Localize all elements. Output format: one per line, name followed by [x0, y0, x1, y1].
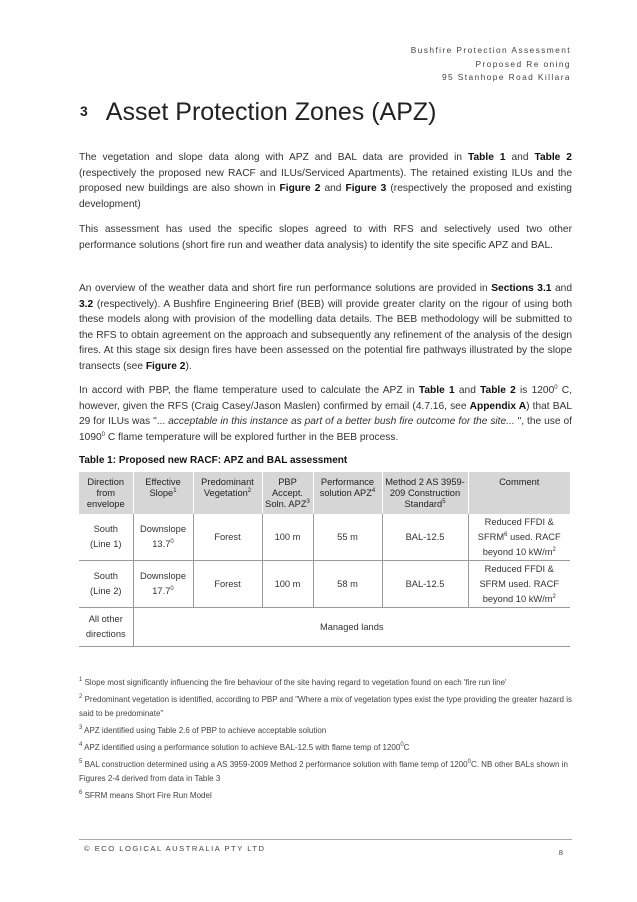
footnote-5	[79, 758, 574, 786]
footnote-6	[79, 789, 574, 803]
line-text: (Line 1)	[89, 539, 122, 549]
cell-slope	[133, 514, 193, 561]
paragraph-1	[79, 150, 572, 212]
comment-kw-sup: 2	[552, 546, 556, 553]
p4-quote: acceptable in this instance as part of a better bush fire outcome for the site...	[168, 416, 515, 428]
cell-bal: BAL-12.5	[382, 514, 468, 561]
p4-text-g: ", the use of 1090	[79, 416, 572, 443]
comment-racf: used. RACF	[507, 531, 561, 542]
comment-sfrm-sup: 6	[504, 531, 508, 538]
slope-degree-sign: 0	[170, 586, 174, 592]
footnote-5-end: C. NB other BALs shown in Figures 2-4 derived from data in Table 3	[79, 760, 568, 783]
footer-company: © ECO LOGICAL AUSTRALIA PTY LTD	[84, 844, 266, 853]
p4-text-a: In accord with PBP, the flame temperature used to calculate the APZ in	[79, 385, 419, 396]
section-title-text: Asset Protection Zones (APZ)	[105, 98, 437, 126]
p4-degree-1: 0	[554, 385, 558, 391]
footnote-4-degree: 0	[400, 742, 404, 748]
header-pbp-apz	[262, 472, 313, 514]
header-veg-text: Predominant Vegetation	[201, 477, 254, 498]
p1-text-d: (respectively the proposed new RACF and ILUs/Serviced Apartments). The retained existing ILUs and the proposed new buildings are also shown in	[79, 167, 572, 195]
p1-ref-table2: Table 2	[534, 152, 572, 163]
header-comment: Comment	[468, 472, 570, 514]
paragraph-2: This assessment has used the specific slopes agreed to with RFS and selectively used two other performance solutions (short fire run and weather data analysis) to identify the site specific APZ and BAL.	[79, 224, 572, 251]
footer-divider	[79, 839, 572, 840]
comment-line-1: Reduced FFDI &	[484, 563, 554, 574]
comment-sfrm: SFRM	[477, 531, 505, 542]
p1-ref-table1: Table 1	[468, 152, 506, 163]
cell-vegetation: Forest	[193, 561, 262, 608]
footnote-4-num: 4	[79, 742, 83, 748]
paragraph-4	[79, 383, 572, 445]
footnote-4	[79, 741, 574, 755]
apz-bal-table	[79, 472, 570, 647]
cell-performance-apz: 58 m	[313, 561, 382, 608]
slope-value: 13.7	[152, 539, 171, 549]
section-number: 3	[80, 103, 88, 119]
header-perf-sup: 4	[371, 488, 376, 494]
p1-text-c: and	[505, 152, 535, 163]
p1-ref-figure2: Figure 2	[279, 183, 321, 195]
comment-line-3	[471, 592, 569, 607]
table-header-row	[79, 472, 570, 514]
p3-text-e: ).	[185, 360, 192, 372]
cell-slope	[133, 561, 193, 608]
cell-direction	[79, 514, 133, 561]
p4-text-f: ) that BAL 29 for ILUs was "...	[79, 400, 572, 428]
running-header	[411, 44, 571, 85]
footnote-2	[79, 693, 574, 721]
p1-text-e: and	[320, 183, 346, 195]
page-number: 8	[558, 848, 563, 857]
slope-degrees	[136, 537, 191, 552]
header-direction: Direction from envelope	[79, 472, 133, 514]
header-pbp-sup: 3	[306, 499, 310, 505]
cell-direction-other: All other directions	[79, 608, 133, 647]
footnote-4-end: C	[403, 743, 410, 752]
p4-text-e: C, however, given the RFS (Craig Casey/Jason Maslen) confirmed by email (4.7.16, see	[79, 385, 572, 412]
footnote-6-text: SFRM means Short Fire Run Model	[82, 791, 212, 800]
cell-pbp-apz: 100 m	[262, 514, 313, 561]
comment-line-2	[471, 530, 569, 545]
p3-text-d: (respectively). A Bushfire Engineering Brief (BEB) will provide greater clarity on the rigour of using both these models along with provision of the modelling data details. The BEB methodology will be submitted to the RFS to obtain agreement on the approach and subsequently any refinement of the analysis of the design fires. At this stage six design fires have been assessed on the potential fire pathways illustrated by the slope transects (see	[79, 298, 572, 372]
cell-bal: BAL-12.5	[382, 561, 468, 608]
direction-text: South	[93, 524, 118, 534]
footnote-3	[79, 724, 574, 738]
footnote-4-text: APZ identified using a performance solution to achieve BAL-12.5 with flame temp of 1200	[82, 743, 401, 752]
p1-ref-figure3: Figure 3	[345, 183, 387, 195]
cell-comment	[468, 561, 570, 608]
header-vegetation	[193, 472, 262, 514]
p4-text-c: and	[454, 385, 481, 396]
cell-performance-apz: 55 m	[313, 514, 382, 561]
footnote-1-num: 1	[79, 677, 83, 683]
section-title	[80, 98, 436, 127]
header-veg-sup: 2	[247, 488, 252, 494]
cell-vegetation: Forest	[193, 514, 262, 561]
comment-line-2: SFRM used. RACF	[479, 578, 560, 589]
header-construction-standard	[382, 472, 468, 514]
footnote-5-text: BAL construction determined using a AS 3959-2009 Method 2 performance solution with flame temp of 1200	[82, 760, 468, 769]
p3-text-a: An overview of the weather data and short fire run performance solutions are provided in	[79, 283, 492, 294]
p3-ref-section32: 3.2	[79, 298, 94, 310]
p3-ref-figure2: Figure 2	[145, 360, 186, 372]
cell-comment	[468, 514, 570, 561]
p4-ref-table1: Table 1	[418, 385, 455, 396]
cell-pbp-apz: 100 m	[262, 561, 313, 608]
header-method-text: Method 2 AS 3959-209 Construction Standard	[385, 477, 465, 509]
table-row	[79, 561, 570, 608]
p4-ref-appendix-a: Appendix A	[469, 400, 527, 412]
header-perf-text: Performance solution APZ	[319, 477, 375, 498]
cell-direction	[79, 561, 133, 608]
comment-line-1: Reduced FFDI &	[484, 516, 554, 527]
footnote-1-text: Slope most significantly influencing the fire behaviour of the site having regard to vegetation found on each 'fire run line'	[82, 678, 507, 687]
p3-text-c: and	[551, 283, 572, 294]
header-line-1: Bushfire Protection Assessment	[410, 45, 571, 55]
direction-text: South	[93, 571, 118, 581]
footnote-2-text: Predominant vegetation is identified, according to PBP and "Where a mix of vegetation types exist the type providing the greater hazard is said to be predominate"	[79, 695, 572, 718]
comment-line-3	[471, 545, 569, 560]
cell-managed-lands: Managed lands	[133, 608, 570, 647]
comment-kw-sup: 2	[552, 593, 556, 600]
table-row-other	[79, 608, 570, 647]
p4-text-h: C flame temperature will be explored further in the BEB process.	[105, 431, 399, 443]
comment-kw: beyond 10 kW/m	[482, 546, 553, 557]
footnote-5-degree: 0	[467, 759, 471, 765]
paragraph-3	[79, 281, 572, 375]
slope-degree-sign: 0	[170, 539, 174, 545]
table-caption: Table 1: Proposed new RACF: APZ and BAL assessment	[79, 455, 348, 466]
table-row	[79, 514, 570, 561]
header-slope	[133, 472, 193, 514]
header-line-2: Proposed Re oning	[475, 58, 571, 69]
p4-ref-table2: Table 2	[480, 385, 516, 396]
header-method-sup: 5	[442, 499, 446, 505]
footnote-6-num: 6	[79, 790, 83, 796]
footnote-2-num: 2	[79, 694, 83, 700]
p4-text-d: is 1200	[515, 385, 555, 396]
slope-type: Downslope	[140, 524, 186, 534]
header-slope-text: Effective Slope	[145, 477, 181, 498]
table-footnotes	[79, 676, 574, 806]
footnote-5-num: 5	[79, 759, 83, 765]
header-slope-sup: 1	[173, 488, 177, 494]
slope-degrees	[136, 584, 191, 599]
line-text: (Line 2)	[89, 586, 122, 596]
header-pbp-text: PBP Accept. Soln. APZ	[265, 477, 307, 509]
footnote-3-num: 3	[79, 725, 83, 731]
comment-kw: beyond 10 kW/m	[482, 593, 553, 604]
footnote-1	[79, 676, 574, 690]
header-performance-apz	[313, 472, 382, 514]
slope-value: 17.7	[152, 586, 171, 596]
slope-type: Downslope	[140, 571, 186, 581]
p1-text-f: (respectively the proposed and existing development)	[79, 183, 572, 210]
footnote-3-text: APZ identified using Table 2.6 of PBP to achieve acceptable solution	[82, 726, 327, 735]
header-line-3: 95 Stanhope Road Killara	[441, 72, 571, 82]
p1-text-a: The vegetation and slope data along with APZ and BAL data are provided in	[79, 152, 469, 163]
p4-degree-2: 0	[101, 431, 106, 438]
p3-ref-section31: Sections 3.1	[491, 283, 552, 294]
